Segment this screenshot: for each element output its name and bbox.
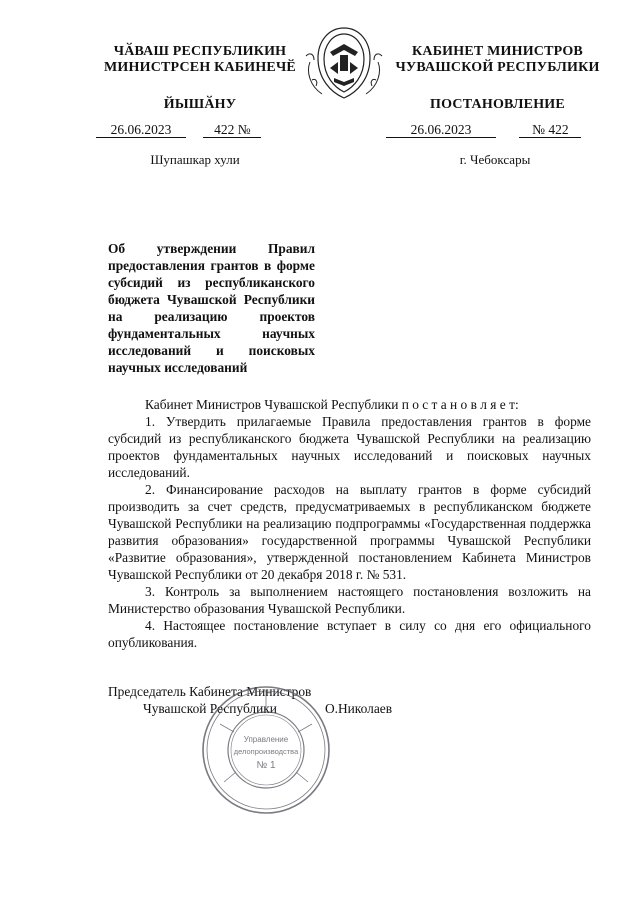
header-right-line2: ЧУВАШСКОЙ РЕСПУБЛИКИ xyxy=(395,60,600,75)
body-paragraph-1: 1. Утвердить прилагаемые Правила предоставления грантов в форме субсидий из республиканского бюджета Чувашской Республики на реализацию проектов фундаментальных научных исследований и поисковых научных исследований. xyxy=(108,414,591,480)
signature-title-line1: Председатель Кабинета Министров xyxy=(108,684,312,699)
stamp-inner-line2: делопроизводства xyxy=(233,747,299,756)
right-number: № 422 xyxy=(519,123,581,138)
right-date: 26.06.2023 xyxy=(386,123,496,138)
right-date-number-line xyxy=(386,122,581,138)
official-stamp-icon xyxy=(200,684,332,816)
document-subject: Об утверждении Правил предоставления грантов в форме субсидий из республиканского бюджета Чувашской Республики на реализацию проектов фундаментальных научных исследований и поисковых научных исследований xyxy=(108,241,315,375)
left-date: 26.06.2023 xyxy=(96,123,186,138)
chuvash-coat-of-arms-icon xyxy=(300,22,388,104)
header-right-block xyxy=(390,44,605,113)
document-body xyxy=(108,396,591,651)
header-left-line2: МИНИСТРСЕН КАБИНЕЧӖ xyxy=(104,60,296,75)
header-left-doc-type: ЙЫШӐНУ xyxy=(163,97,237,112)
header-left-block xyxy=(95,44,305,113)
body-paragraph-4: 4. Настоящее постановление вступает в силу со дня его официального опубликования. xyxy=(108,618,591,650)
left-date-number-line xyxy=(96,122,261,138)
header-right-doc-type: ПОСТАНОВЛЕНИЕ xyxy=(430,97,565,112)
left-city: Шупашкар хули xyxy=(150,152,240,167)
header-right-line1: КАБИНЕТ МИНИСТРОВ xyxy=(412,44,583,59)
left-number: 422 № xyxy=(203,123,261,138)
body-paragraph-3: 3. Контроль за выполнением настоящего постановления возложить на Министерство образования Чувашской Республики. xyxy=(108,584,591,616)
body-intro: Кабинет Министров Чувашской Республики п о с т а н о в л я е т: xyxy=(145,397,519,412)
right-city: г. Чебоксары xyxy=(459,152,531,167)
stamp-inner-line1: Управление xyxy=(243,735,289,744)
stamp-inner-line3: № 1 xyxy=(256,760,276,771)
signature-name: О.Николаев xyxy=(324,701,393,716)
header-left-line1: ЧӐВАШ РЕСПУБЛИКИН xyxy=(113,44,287,59)
signature-title-line2: Чувашской Республики xyxy=(143,701,277,716)
body-paragraph-2: 2. Финансирование расходов на выплату грантов в форме субсидий производить за счет средств, предусматриваемых в республиканском бюджете Чувашской Республики на реализацию подпрограммы «Государственная поддержка развития образования» государственной программы Чувашской Республики «Развитие образования», утвержденной постановлением Кабинета Министров Чувашской Республики от 20 декабря 2018 г. № 531. xyxy=(108,482,591,582)
